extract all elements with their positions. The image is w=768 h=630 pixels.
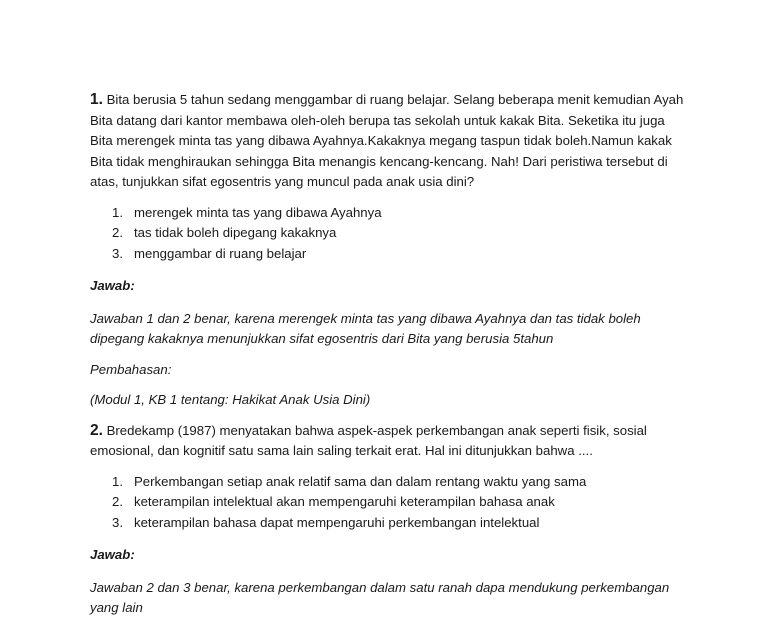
question-2-number: 2. [90,421,103,439]
option-text: Perkembangan setiap anak relatif sama dan dalam rentang waktu yang sama [134,473,587,489]
document-page [90,90,690,619]
question-1-discussion-label: Pembahasan: [90,361,172,377]
option-text: keterampilan intelektual akan mempengaruhi keterampilan bahasa anak [134,494,555,509]
list-item [90,223,690,244]
question-1-number: 1. [90,91,103,108]
option-text: menggambar di ruang belajar [134,245,307,261]
option-number: 2. [112,225,123,240]
option-number: 3. [112,514,123,530]
list-item [90,472,690,493]
list-item [90,203,690,224]
question-2-text: Bredekamp (1987) menyatakan bahwa aspek-aspek perkembangan anak seperti fisik, sosial emosional, dan kognitif satu sama lain saling terkait erat. Hal ini ditunjukkan bahwa .... [90,422,647,458]
question-2-options [90,472,690,534]
option-text: merengek minta tas yang dibawa Ayahnya [134,204,382,220]
question-2 [90,421,690,462]
question-2-answer-label: Jawab: [90,547,135,562]
option-text: tas tidak boleh dipegang kakaknya [134,225,337,240]
option-number: 1. [112,473,123,489]
option-number: 2. [112,494,123,509]
list-item [90,513,690,534]
question-1-text: Bita berusia 5 tahun sedang menggambar di ruang belajar. Selang beberapa menit kemudian Ayah Bita datang dari kantor membawa oleh-oleh berupa tas sekolah untuk kakak Bita. Seketika itu juga Bita merengek minta tas yang dibawa Ayahnya.Kakaknya megang taspun tidak boleh.Namun kakak Bita tidak menghiraukan sehingga Bita menangis kencang-kencang. Nah! Dari peristiwa tersebut di atas, tunjukkan sifat egosentris yang muncul pada anak usia dini? [90,92,684,189]
question-1 [90,90,690,193]
question-1-answer-label: Jawab: [90,278,135,293]
option-text: keterampilan bahasa dapat mempengaruhi perkembangan intelektual [134,514,540,530]
question-1-reference: (Modul 1, KB 1 tentang: Hakikat Anak Usia Dini) [90,392,371,407]
question-1-options [90,203,690,265]
question-1-answer-text: Jawaban 1 dan 2 benar, karena merengek minta tas yang dibawa Ayahnya dan tas tidak boleh dipegang kakaknya menunjukkan sifat egosentris dari Bita yang berusia 5tahun [90,310,641,346]
question-2-answer-text: Jawaban 2 dan 3 benar, karena perkembangan dalam satu ranah dapa mendukung perkembangan yang lain [90,579,670,615]
option-number: 3. [112,245,123,261]
option-number: 1. [112,204,123,220]
list-item [90,244,690,265]
list-item [90,492,690,513]
